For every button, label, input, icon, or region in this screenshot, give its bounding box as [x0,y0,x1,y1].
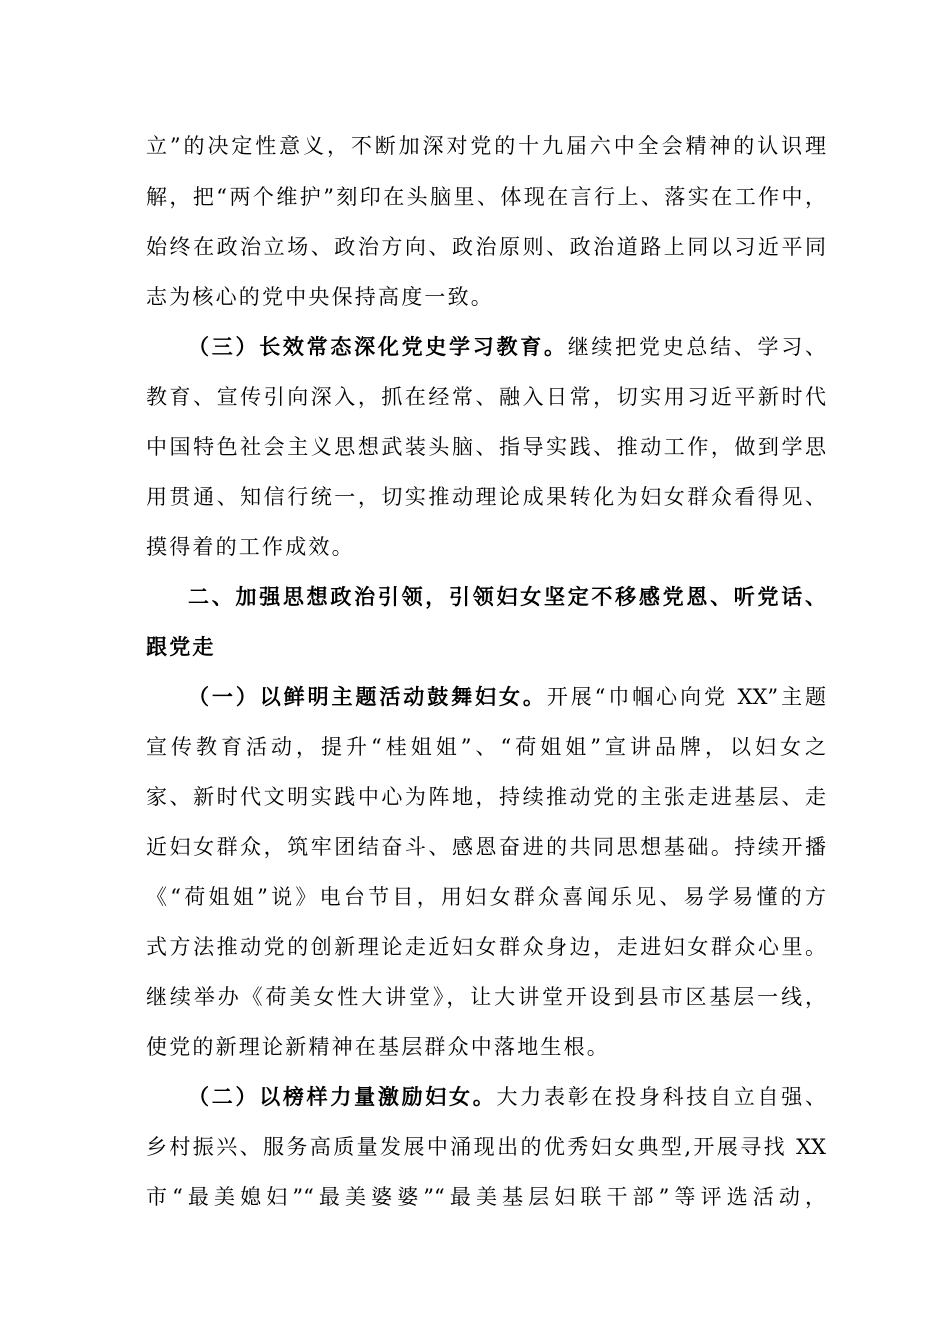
body-text-line: 教育、宣传引向深入，抓在经常、融入日常，切实用习近平新时代 [146,385,826,409]
body-text-line: 中国特色社会主义思想武装头脑、指导实践、推动工作，做到学思 [146,435,826,459]
body-text-line: 近妇女群众，筑牢团结奋斗、感恩奋进的共同思想基础。持续开播 [146,835,826,859]
body-text: 开展“巾帼心向党 XX”主题 [546,685,827,709]
body-text-line: 式方法推动党的创新理论走近妇女群众身边，走进妇女群众心里。 [146,935,826,959]
subsection-paragraph-first-line [188,1082,826,1112]
body-text-line: 摸得着的工作成效。 [146,535,355,559]
section-heading-continued: 跟党走 [146,635,216,659]
section-heading: 二、加强思想政治引领，引领妇女坚定不移感党恩、听党话、 [188,585,826,609]
body-text-line: 使党的新理论新精神在基层群众中落地生根。 [146,1035,610,1059]
body-text-line: 家、新时代文明实践中心为阵地，持续推动党的主张走进基层、走 [146,785,826,809]
body-text-line: 乡村振兴、服务高质量发展中涌现出的优秀妇女典型,开展寻找 XX [146,1135,826,1159]
body-text: 继续把党史总结、学习、 [567,335,827,359]
subsection-paragraph-first-line [188,332,826,362]
subsection-heading: （一）以鲜明主题活动鼓舞妇女。 [188,685,547,709]
body-text-line: 用贯通、知信行统一，切实推动理论成果转化为妇女群众看得见、 [146,485,826,509]
body-text-line: 始终在政治立场、政治方向、政治原则、政治道路上同以习近平同 [146,235,826,259]
subsection-paragraph-first-line [188,682,826,712]
body-text-line: 《“荷姐姐”说》电台节目，用妇女群众喜闻乐见、易学易懂的方 [146,885,826,909]
body-text-line: 宣传教育活动，提升“桂姐姐”、“荷姐姐”宣讲品牌，以妇女之 [146,735,826,759]
body-text-line: 继续举办《荷美女性大讲堂》，让大讲堂开设到县市区基层一线， [146,985,826,1009]
body-text-line: 解，把“两个维护”刻印在头脑里、体现在言行上、落实在工作中， [146,185,826,209]
subsection-heading: （二）以榜样力量激励妇女。 [188,1085,497,1109]
body-text: 大力表彰在投身科技自立自强、 [496,1085,826,1109]
body-text-line: 立”的决定性意义，不断加深对党的十九届六中全会精神的认识理 [146,134,826,158]
body-text-line: 市“最美媳妇”“最美婆婆”“最美基层妇联干部”等评选活动， [146,1185,826,1209]
body-text-line: 志为核心的党中央保持高度一致。 [146,285,494,309]
subsection-heading: （三）长效常态深化党史学习教育。 [188,335,568,359]
